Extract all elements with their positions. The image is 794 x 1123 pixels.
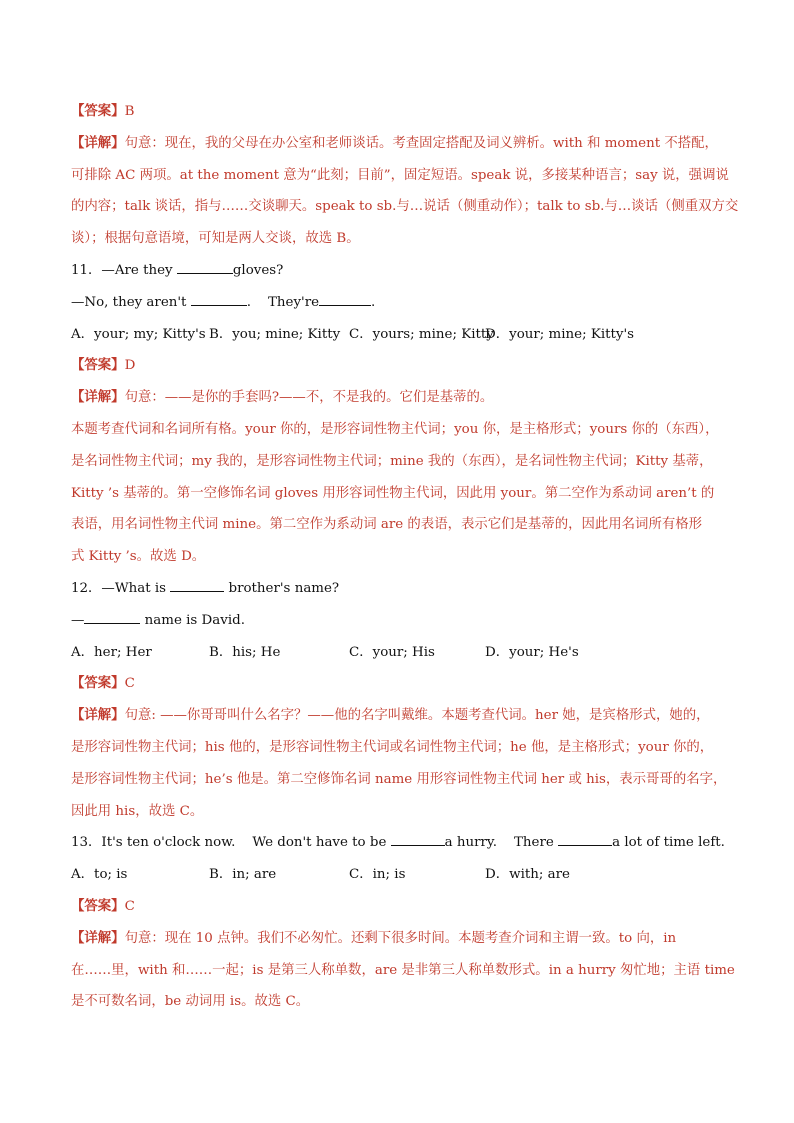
- explain-line: 因此用 his，故选 C。: [71, 803, 204, 819]
- question-line: [71, 605, 731, 637]
- answer-blank: [177, 259, 233, 274]
- answer-tag: 【答案】: [71, 103, 125, 119]
- answer-line: [71, 350, 731, 382]
- explain-text: 句意：——是你的手套吗?——不，不是我的。它们是基蒂的。: [124, 390, 494, 406]
- stem-text: brother's name?: [228, 580, 340, 596]
- answer-tag: 【答案】: [71, 675, 125, 692]
- option-a: A．her; Her: [71, 644, 152, 660]
- answer-tag: 【答案】: [71, 357, 125, 374]
- explain-tag: 【详解】: [71, 929, 125, 946]
- answer-value: B: [124, 104, 135, 119]
- option-b: B．in; are: [209, 867, 277, 883]
- answer-line: [71, 891, 731, 923]
- explain-line: [71, 923, 731, 955]
- stem-text: .: [371, 294, 376, 310]
- answer-value: D: [124, 358, 136, 374]
- option-c: C．in; is: [349, 867, 406, 883]
- answer-line: [71, 668, 731, 700]
- explain-tag: 【详解】: [71, 134, 125, 151]
- explain-line: [71, 382, 731, 414]
- answer-blank: [191, 291, 247, 306]
- question-stem: [71, 827, 731, 859]
- answer-blank: [558, 831, 612, 846]
- option-b: B．his; He: [209, 644, 281, 660]
- answer-tag: 【答案】: [71, 897, 125, 914]
- answer-line: [71, 96, 731, 128]
- explain-text: 句意：现在 10 点钟。我们不必匆忙。还剩下很多时间。本题考查介词和主谓一致。to 向，in: [124, 930, 677, 946]
- explain-line: 是名词性物主代词；my 我的，是形容词性物主代词；mine 我的（东西），是名词性物主代词；Kitty 基蒂，: [71, 453, 713, 469]
- explain-line: 表语，用名词性物主代词 mine。第二空作为系动词 are 的表语，表示它们是基蒂的，因此用名词所有格形: [71, 517, 703, 533]
- answer-blank: [170, 577, 224, 592]
- explain-tag: 【详解】: [71, 707, 125, 724]
- stem-text: 12．—What is: [71, 580, 166, 596]
- options-row: [71, 319, 731, 351]
- document-page: [71, 96, 739, 1018]
- explain-line: 的内容；talk 谈话，指与……交谈聊天。speak to sb.与…说话（侧重动作）；talk to sb.与…谈话（侧重双方交: [71, 199, 739, 215]
- stem-text: a lot of time left.: [612, 835, 725, 851]
- option-d: D．with; are: [485, 867, 570, 883]
- stem-text: —No, they aren't: [71, 294, 187, 310]
- stem-text: —: [71, 612, 85, 628]
- answer-blank: [319, 291, 371, 306]
- explain-line: 式 Kitty ’s。故选 D。: [71, 549, 206, 565]
- stem-text: a hurry. There: [444, 835, 554, 851]
- option-c: C．your; His: [349, 644, 435, 660]
- explain-line: 可排除 AC 两项。at the moment 意为“此刻；目前”，固定短语。speak 说，多接某种语言；say 说，强调说: [71, 167, 729, 183]
- explain-line: 谈）；根据句意语境，可知是两人交谈，故选 B。: [71, 231, 360, 247]
- explain-tag: 【详解】: [71, 389, 125, 406]
- options-row: [71, 859, 731, 891]
- answer-blank: [391, 831, 445, 846]
- answer-blank: [84, 609, 140, 624]
- explain-line: [71, 128, 731, 160]
- question-stem: [71, 255, 731, 287]
- option-b: B．you; mine; Kitty: [209, 326, 341, 342]
- explain-text: 句意: ——你哥哥叫什么名字？——他的名字叫戴维。本题考查代词。her 她，是宾格形式，她的，: [124, 708, 710, 724]
- explain-line: [71, 700, 731, 732]
- stem-text: name is David.: [144, 612, 245, 628]
- option-a: A．to; is: [71, 867, 128, 883]
- stem-text: gloves?: [232, 262, 284, 278]
- stem-text: 11．—Are they: [71, 262, 173, 278]
- explain-text: 句意：现在，我的父母在办公室和老师谈话。考查固定搭配及词义辨析。with 和 moment 不搭配，: [124, 135, 718, 151]
- option-a: A．your; my; Kitty's: [71, 326, 206, 342]
- explain-line: 是形容词性物主代词；he’s 他是。第二空修饰名词 name 用形容词性物主代词 her 或 his，表示哥哥的名字，: [71, 771, 727, 787]
- question-line: [71, 287, 731, 319]
- stem-text: 13．It's ten o'clock now. We don't have to be: [71, 835, 387, 851]
- explain-line: 是不可数名词，be 动词用 is。故选 C。: [71, 994, 310, 1010]
- option-c: C．yours; mine; Kitty: [349, 326, 494, 342]
- explain-line: 本题考查代词和名词所有格。your 你的，是形容词性物主代词；you 你，是主格形式；yours 你的（东西），: [71, 421, 719, 437]
- option-d: D．your; He's: [485, 644, 579, 660]
- explain-line: 是形容词性物主代词；his 他的，是形容词性物主代词或名词性物主代词；he 他，是主格形式；your 你的，: [71, 739, 714, 755]
- answer-value: C: [124, 676, 135, 692]
- option-d: D．your; mine; Kitty's: [485, 326, 635, 342]
- explain-line: Kitty ’s 基蒂的。第一空修饰名词 gloves 用形容词性物主代词，因此用 your。第二空作为系动词 aren’t 的: [71, 485, 715, 501]
- explain-line: 在……里，with 和……一起；is 是第三人称单数，are 是非第三人称单数形式。in a hurry 匆忙地；主语 time: [71, 962, 735, 978]
- stem-text: . They're: [246, 294, 320, 310]
- options-row: [71, 637, 731, 669]
- answer-value: C: [124, 898, 135, 914]
- question-stem: [71, 573, 731, 605]
